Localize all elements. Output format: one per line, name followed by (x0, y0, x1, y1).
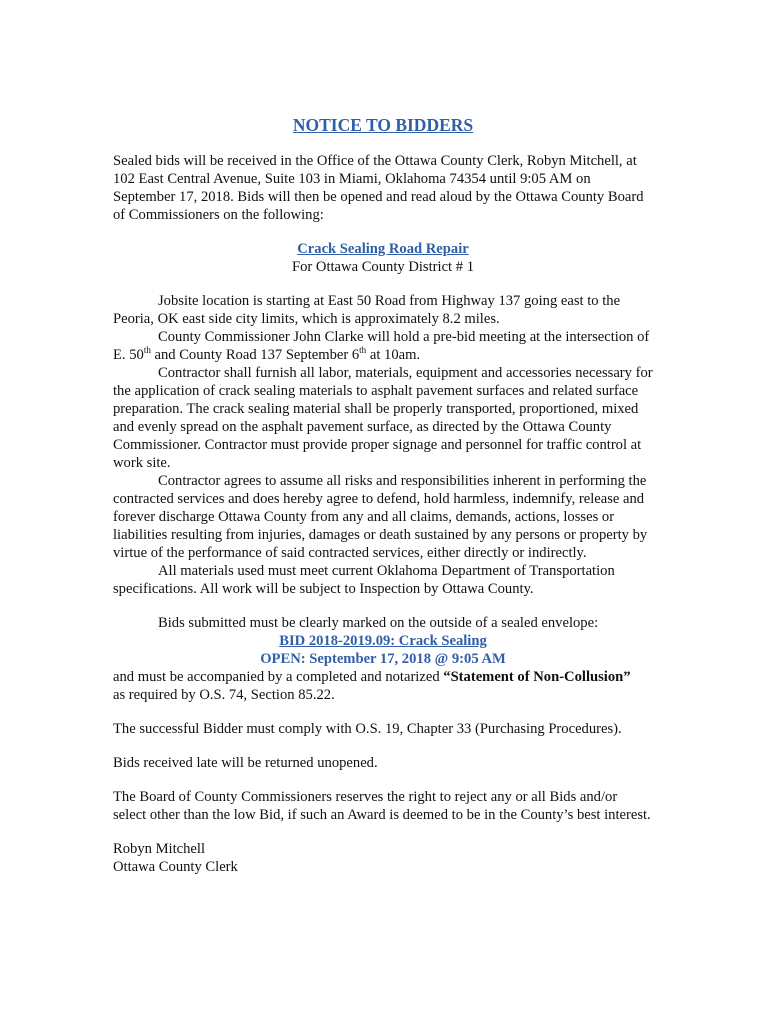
late-bids-paragraph: Bids received late will be returned unopened. (113, 755, 378, 771)
materials-paragraph: All materials used must meet current Oklahoma Department of Transportation specifications. All work will be subject to Inspection by Ottawa County. (113, 563, 615, 597)
prebid-sup-2: th (359, 345, 367, 356)
project-subtitle: For Ottawa County District # 1 (291, 259, 474, 275)
intro-paragraph: Sealed bids will be received in the Office of the Ottawa County Clerk, Robyn Mitchell, at 102 East Central Avenue, Suite 103 in Miami, Oklahoma 74354 until 9:05 AM on September 17, 2018. Bids will then be opened and read aloud by the Ottawa County Board of Commissioners on the following: (113, 153, 644, 223)
bid-open: OPEN: September 17, 2018 @ 9:05 AM (260, 651, 506, 667)
prebid-text-2: and County Road 137 September 6 (150, 347, 360, 363)
comply-paragraph: The successful Bidder must comply with O.S. 19, Chapter 33 (Purchasing Procedures). (113, 721, 622, 737)
prebid-paragraph (113, 328, 653, 364)
project-title-text: Crack Sealing Road Repair (297, 241, 469, 257)
risks-paragraph: Contractor agrees to assume all risks and responsibilities inherent in performing the contracted services and does hereby agree to defend, hold harmless, indemnify, release and forever discharge Ottawa County from any and all claims, demands, actions, losses or liabilities resulting from injuries, damages or death sustained by any persons or property by virtue of the performance of said contracted services, either directly or indirectly. (113, 473, 648, 561)
signer-name: Robyn Mitchell (113, 841, 206, 857)
project-title (113, 240, 653, 258)
jobsite-paragraph: Jobsite location is starting at East 50 Road from Highway 137 going east to the Peoria, OK east side city limits, which is approximately 8.2 miles. (113, 293, 621, 327)
bid-number (113, 632, 653, 650)
prebid-sup-1: th (143, 345, 151, 356)
accompanied-text (113, 668, 653, 686)
statute-text: as required by O.S. 74, Section 85.22. (113, 687, 335, 703)
non-collusion-statement: “Statement of Non-Collusion” (443, 669, 631, 685)
bid-number-text: BID 2018-2019.09: Crack Sealing (279, 633, 487, 649)
document-body (113, 114, 653, 876)
prebid-text-1: County Commissioner John Clarke will hold a pre-bid meeting at the intersection of E. 50 (113, 329, 650, 363)
prebid-text-3: at 10am. (366, 347, 421, 363)
signer-title: Ottawa County Clerk (113, 859, 238, 875)
accompanied-text-1: and must be accompanied by a completed and notarized (113, 669, 444, 685)
contractor-paragraph: Contractor shall furnish all labor, materials, equipment and accessories necessary for the application of crack sealing materials to asphalt pavement surfaces and related surface preparation. The crack sealing material shall be properly transported, proportioned, mixed and evenly spread on the asphalt pavement surface, as directed by the Ottawa County Commissioner. Contractor must provide proper signage and personnel for traffic control at work site. (113, 365, 653, 471)
document-title: NOTICE TO BIDDERS (292, 115, 474, 135)
bids-marked-text: Bids submitted must be clearly marked on the outside of a sealed envelope: (158, 615, 599, 631)
reserve-paragraph: The Board of County Commissioners reserves the right to reject any or all Bids and/or select other than the low Bid, if such an Award is deemed to be in the County’s best interest. (113, 789, 651, 823)
